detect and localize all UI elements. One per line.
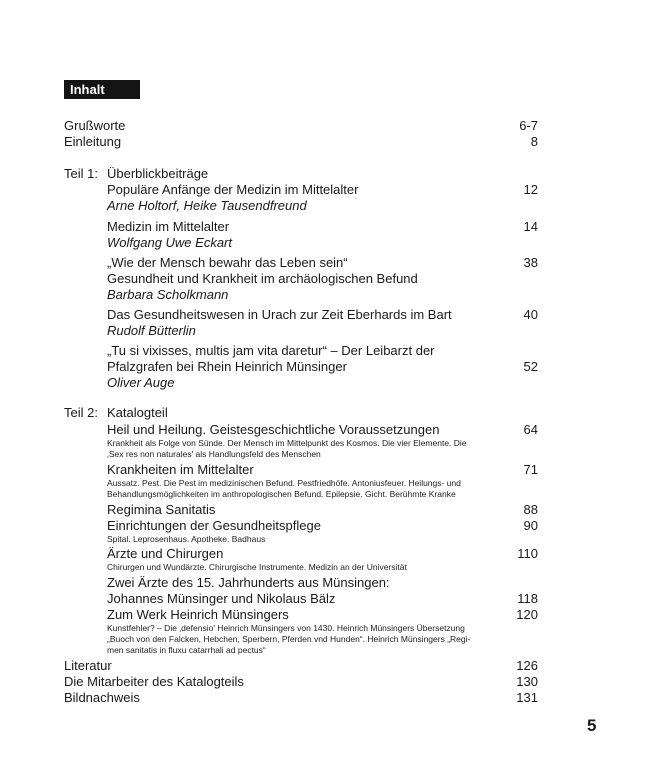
entry-title: Ärzte und Chirurgen [107, 546, 224, 561]
toc-heading: Inhalt [64, 80, 140, 99]
entry-page: 110 [517, 546, 538, 561]
entry-title: Medizin im Mittelalter [107, 219, 230, 234]
section-title-teil1: Überblickbeiträge [107, 166, 209, 181]
subtopic-line: Spital. Leprosenhaus. Apotheke. Badhaus [107, 534, 266, 544]
subtopic-line: men sanitatis in fluxu catarrhali ad pectus“ [107, 645, 266, 655]
section-title-teil2: Katalogteil [107, 405, 168, 420]
entry-page: 120 [516, 607, 538, 622]
entry-title: „Tu si vixisses, multis jam vita daretur“ – Der Leibarzt der [107, 343, 435, 358]
entry-title: Populäre Anfänge der Medizin im Mittelalter [107, 182, 359, 197]
entry-author: Oliver Auge [107, 375, 175, 390]
toc-entry[interactable] [107, 462, 538, 478]
entry-title: Grußworte [64, 118, 126, 133]
entry-title: Bildnachweis [64, 690, 140, 705]
entry-title: „Wie der Mensch bewahr das Leben sein“ [107, 255, 348, 270]
toc-entry[interactable] [107, 219, 538, 251]
toc-entry[interactable] [107, 502, 538, 518]
entry-title: Zum Werk Heinrich Münsingers [107, 607, 289, 622]
toc-entry[interactable] [107, 518, 538, 534]
entry-page: 126 [516, 658, 538, 673]
entry-title: Heil und Heilung. Geistesgeschichtliche Voraussetzungen [107, 422, 440, 437]
entry-page: 52 [523, 359, 538, 374]
entry-page: 88 [523, 502, 538, 517]
entry-title: Einleitung [64, 134, 122, 149]
entry-page: 12 [523, 182, 538, 197]
entry-author: Rudolf Bütterlin [107, 323, 196, 338]
toc-entry[interactable] [107, 255, 538, 303]
entry-page: 14 [523, 219, 538, 234]
toc-entry[interactable] [107, 575, 538, 591]
entry-subtopics [107, 534, 527, 545]
entry-subtopics [107, 478, 527, 500]
entry-subtopics [107, 623, 527, 656]
entry-title: Die Mitarbeiter des Katalogteils [64, 674, 244, 689]
entry-page: 64 [523, 422, 538, 437]
entry-subtopics [107, 562, 527, 573]
entry-page: 130 [516, 674, 538, 689]
entry-title: Literatur [64, 658, 112, 673]
entry-page: 118 [517, 591, 538, 606]
toc-entry[interactable] [107, 546, 538, 562]
section-label-teil1: Teil 1: [64, 166, 98, 181]
entry-page: 40 [523, 307, 538, 322]
entry-page: 6-7 [519, 118, 538, 133]
subtopic-line: Aussatz. Pest. Die Pest im medizinischen Befund. Pestfriedhöfe. Antoniusfeuer. Heilungs- und [107, 478, 461, 488]
entry-author: Barbara Scholkmann [107, 287, 229, 302]
entry-title: Einrichtungen der Gesundheitspflege [107, 518, 321, 533]
entry-title: Regimina Sanitatis [107, 502, 216, 517]
entry-title: Krankheiten im Mittelalter [107, 462, 254, 477]
toc-entry[interactable] [107, 182, 538, 214]
toc-entry[interactable] [107, 307, 538, 339]
toc-entry[interactable] [107, 607, 538, 623]
section-label-teil2: Teil 2: [64, 405, 98, 420]
entry-title: Das Gesundheitswesen in Urach zur Zeit Eberhards im Bart [107, 307, 452, 322]
subtopic-line: „Buoch von den Falcken, Hebchen, Sperbern, Pferden vnd Hunden“. Heinrich Münsingers „Regi- [107, 634, 471, 644]
entry-page: 131 [516, 690, 538, 705]
entry-subtopics [107, 438, 527, 460]
subtopic-line: ‚Sex res non naturales' als Handlungsfeld des Menschen [107, 449, 321, 459]
entry-page: 90 [523, 518, 538, 533]
subtopic-line: Krankheit als Folge von Sünde. Der Mensch im Mittelpunkt des Kosmos. Die vier Elemente. Die [107, 438, 467, 448]
entry-author: Wolfgang Uwe Eckart [107, 235, 232, 250]
entry-page: 8 [530, 134, 538, 149]
toc-entry[interactable] [107, 591, 538, 607]
entry-author: Arne Holtorf, Heike Tausendfreund [107, 198, 307, 213]
entry-title-line2: Gesundheit und Krankheit im archäologischen Befund [107, 271, 418, 286]
page-number: 5 [587, 716, 597, 735]
subtopic-line: Kunstfehler? – Die ‚defensio' Heinrich Münsingers von 1430. Heinrich Münsingers Übersetzung [107, 623, 465, 633]
entry-page: 71 [523, 462, 538, 477]
subtopic-line: Behandlungsmöglichkeiten im anthropologischen Befund. Epilepsie. Gicht. Berühmte Kranke [107, 489, 456, 499]
entry-title: Johannes Münsinger und Nikolaus Bälz [107, 591, 336, 606]
entry-page: 38 [523, 255, 538, 270]
entry-title-line2: Pfalzgrafen bei Rhein Heinrich Münsinger [107, 359, 347, 374]
subtopic-line: Chirurgen und Wundärzte. Chirurgische Instrumente. Medizin an der Universität [107, 562, 407, 572]
toc-entry[interactable] [107, 422, 538, 438]
toc-entry[interactable] [107, 343, 538, 391]
entry-title: Zwei Ärzte des 15. Jahrhunderts aus Münsingen: [107, 575, 390, 590]
